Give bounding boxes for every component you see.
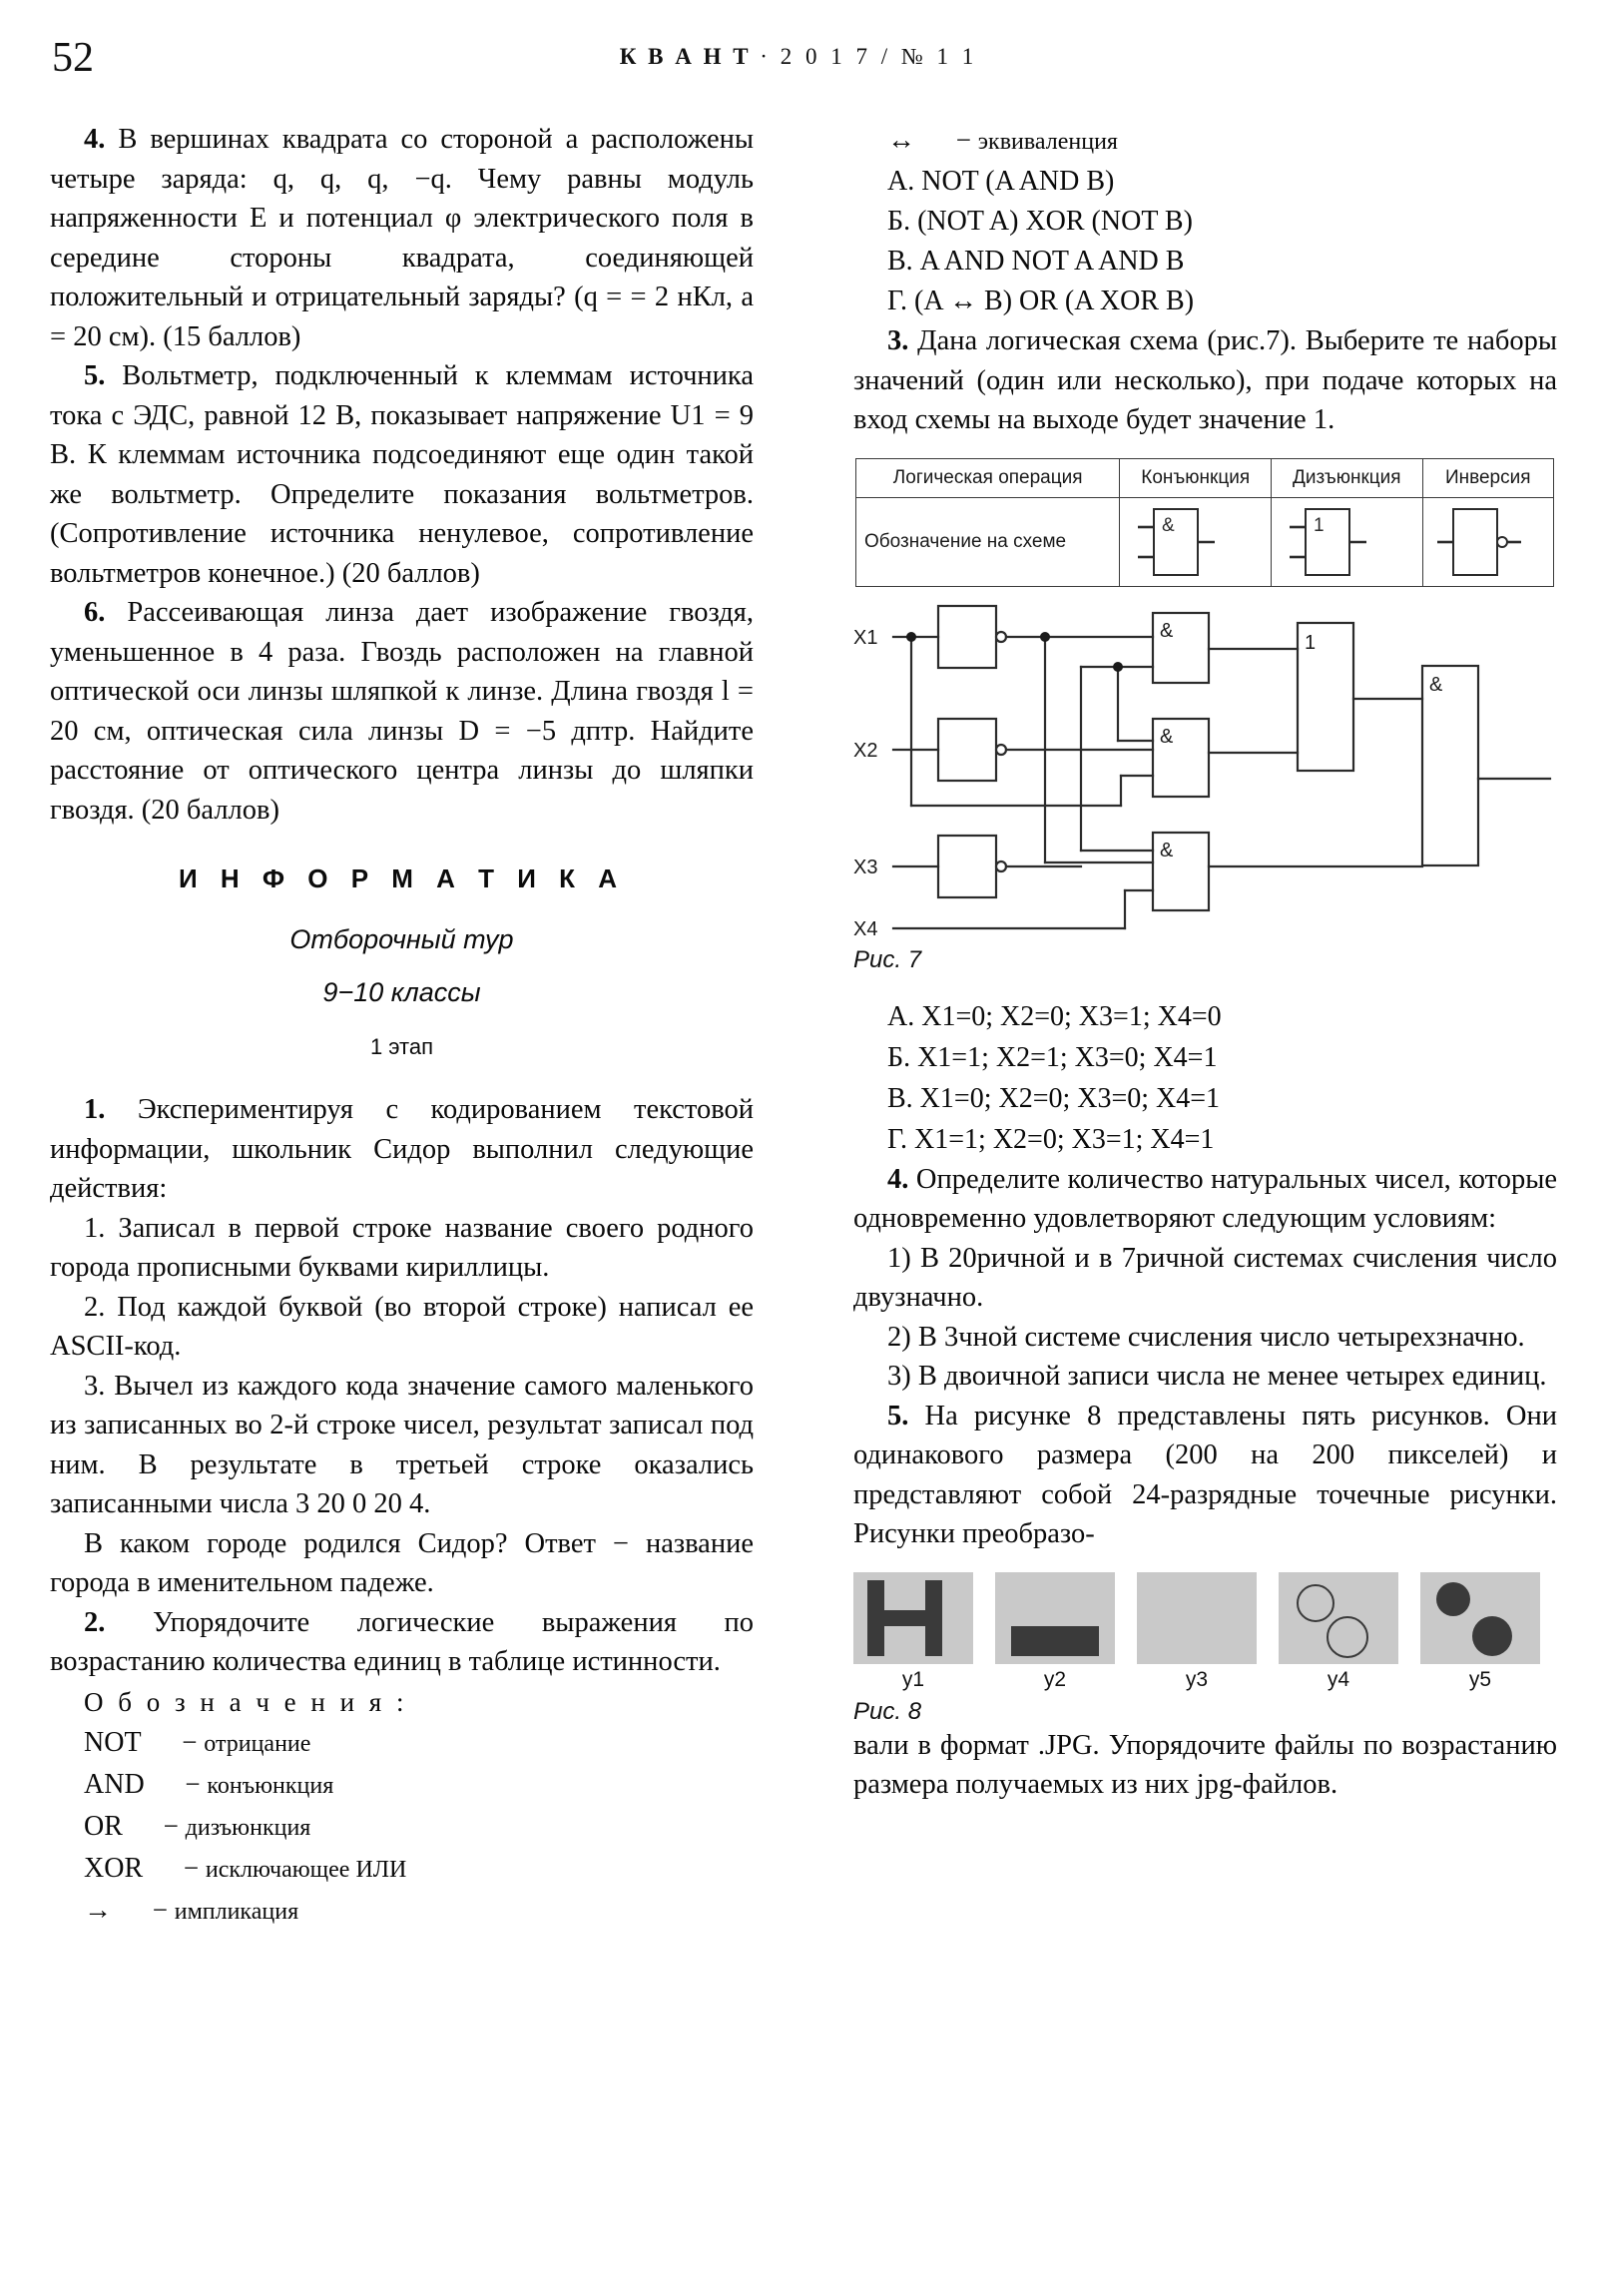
table-header-disjunction: Дизъюнкция xyxy=(1272,458,1422,497)
notation-dash: − xyxy=(955,125,971,155)
problem5-tail-text: вали в формат .JPG. Упорядочите файлы по возрастанию размера получаемых из них jpg-файлов. xyxy=(853,1729,1557,1800)
notation-value: эквиваленция xyxy=(977,129,1118,155)
thumbnail-image-y4 xyxy=(1279,1572,1398,1664)
notation-item-or xyxy=(50,1806,754,1848)
physics-problem-6 xyxy=(50,593,754,830)
notation-key: OR xyxy=(84,1810,123,1842)
informatics-problem-5 xyxy=(853,1397,1557,1554)
physics-problem-5 xyxy=(50,356,754,593)
notation-header: О б о з н а ч е н и я : xyxy=(84,1686,408,1717)
notation-key: NOT xyxy=(84,1726,142,1758)
problem-text: Экспериментируя с кодированием текстовой информации, школьник Сидор выполнил следующие действия: xyxy=(50,1094,754,1204)
problem-number: 4. xyxy=(887,1163,909,1195)
problem-text: На рисунке 8 представлены пять рисунков. Они одинакового размера (200 на 200 пикселей) и представляют собой 24-разрядные точечные рисунки. Рисунки преобразо- xyxy=(853,1400,1558,1549)
thumbnail-label: y5 xyxy=(1468,1667,1492,1691)
problem-number: 5. xyxy=(887,1400,909,1432)
page-header xyxy=(0,28,1597,81)
notation-value: конъюнкция xyxy=(207,1772,334,1799)
problem4-condition-3: 3) В двоичной записи числа не менее четырех единиц. xyxy=(887,1361,1547,1392)
section-title-informatics: И Н Ф О Р М А Т И К А xyxy=(178,863,626,893)
problem1-question: В каком городе родился Сидор? Ответ − название города в именительном падеже. xyxy=(50,1527,754,1598)
gate-label-and-4: & xyxy=(1429,673,1443,696)
notation-item-xor xyxy=(50,1848,754,1890)
notation-key: XOR xyxy=(84,1852,144,1884)
problem-text: В вершинах квадрата со стороной a расположены четыре заряда: q, q, q, −q. Чему равны модуль напряженности E и потенциал φ электрического поля в середине стороны квадрата, соединяющей положительный и отрицательный заряды? (q = = 2 нКл, a = 20 см). (15 баллов) xyxy=(50,124,755,352)
thumbnail-image-y2 xyxy=(995,1572,1115,1664)
problem-number: 4. xyxy=(84,124,106,155)
notation-key: AND xyxy=(84,1768,145,1800)
expression-option-a: А. NOT (A AND B) xyxy=(887,166,1115,197)
thumbnail-y1 xyxy=(853,1572,973,1692)
notation-value: импликация xyxy=(174,1898,299,1925)
informatics-problem-1 xyxy=(50,1090,754,1209)
problem-text: Вольтметр, подключенный к клеммам источника тока с ЭДС, равной 12 В, показывает напряжение U1 = 9 В. К клеммам источника подсоединяют еще один такой же вольтметр. Определите показания вольтметров. (Сопротивление источника ненулевое, сопротивление вольтметров конечное.) (20 баллов) xyxy=(50,360,755,589)
gate-label-or-1: 1 xyxy=(1305,631,1317,654)
expression-option-v: В. A AND NOT A AND B xyxy=(887,246,1185,277)
answer-set-b: Б. X1=1; X2=1; X3=0; X4=1 xyxy=(887,1041,1218,1073)
notation-value: отрицание xyxy=(204,1730,311,1757)
thumbnail-label: y4 xyxy=(1327,1667,1350,1691)
problem1-step-3: 3. Вычел из каждого кода значение самого маленького из записанных во 2-й строке чисел, результат записал под ним. В результате в третьей строке оказались записанными числа 3 20 0 20 4. xyxy=(50,1370,754,1519)
thumbnail-image-y1 xyxy=(853,1572,973,1664)
and-gate-symbol-icon xyxy=(1120,497,1272,586)
physics-problem-4 xyxy=(50,120,754,356)
table-header-operation: Логическая операция xyxy=(856,458,1120,497)
expression-option-g: Г. (A ↔ B) OR (A XOR B) xyxy=(887,286,1195,316)
header-separator: · xyxy=(760,44,772,69)
figure-7-caption: Рис. 7 xyxy=(853,945,922,973)
figure-8-thumbnails xyxy=(853,1572,1557,1692)
answer-set-a: А. X1=0; X2=0; X3=1; X4=0 xyxy=(887,1000,1222,1032)
not-gate-symbol-icon xyxy=(1422,497,1554,586)
notation-item-and xyxy=(50,1764,754,1806)
not-gate-svg xyxy=(1423,499,1531,585)
logic-circuit-diagram xyxy=(853,601,1557,940)
table-row-label: Обозначение на схеме xyxy=(856,497,1120,586)
svg-text:&: & xyxy=(1162,514,1175,536)
journal-name: К В А Н Т xyxy=(619,44,752,69)
left-column xyxy=(50,120,754,1932)
problem-text: Определите количество натуральных чисел, которые одновременно удовлетворяют следующим условиям: xyxy=(853,1163,1557,1234)
svg-text:1: 1 xyxy=(1314,514,1325,536)
problem-text: Рассеивающая линза дает изображение гвоздя, уменьшенное в 4 раза. Гвоздь расположен на главной оптической оси линзы шляпкой к линзе. Длина гвоздя l = 20 см, оптическая сила линзы D = −5 дптр. Найдите расстояние от оптического центра линзы до шляпки гвоздя. (20 баллов) xyxy=(50,597,754,826)
table-header-row xyxy=(856,458,1554,497)
notation-value: исключающее ИЛИ xyxy=(205,1856,407,1883)
notation-dash: − xyxy=(163,1810,179,1841)
informatics-problem-2 xyxy=(50,1603,754,1682)
running-head xyxy=(0,44,1597,70)
thumbnail-label: y1 xyxy=(901,1667,925,1691)
circuit-input-label-x3: X3 xyxy=(853,856,878,878)
notation-dash: − xyxy=(152,1894,168,1925)
thumbnail-y4 xyxy=(1279,1572,1398,1692)
notation-item-equivalence xyxy=(853,120,1557,162)
table-header-inversion: Инверсия xyxy=(1422,458,1554,497)
problem-number: 6. xyxy=(84,597,106,628)
notation-item-implication xyxy=(50,1890,754,1932)
table-row xyxy=(856,497,1554,586)
or-gate-svg xyxy=(1272,499,1381,585)
gate-label-and-2: & xyxy=(1160,725,1174,748)
notation-dash: − xyxy=(185,1768,201,1799)
thumbnail-image-y5 xyxy=(1420,1572,1540,1664)
section-subtitle-stage: 1 этап xyxy=(369,1034,434,1059)
circuit-input-label-x2: X2 xyxy=(853,739,878,762)
logic-operations-table xyxy=(855,458,1554,587)
notation-value: дизъюнкция xyxy=(185,1814,311,1841)
implication-arrow-icon: → xyxy=(84,1894,112,1926)
thumbnail-y3 xyxy=(1137,1572,1257,1692)
problem-number: 5. xyxy=(84,360,106,391)
problem4-condition-2: 2) В 3чной системе счисления число четырехзначно. xyxy=(887,1321,1525,1353)
gate-label-and-1: & xyxy=(1160,619,1174,642)
notation-item-not xyxy=(50,1722,754,1764)
and-gate-svg xyxy=(1120,499,1230,585)
thumbnail-image-y3 xyxy=(1137,1572,1257,1664)
answer-set-v: В. X1=0; X2=0; X3=0; X4=1 xyxy=(887,1082,1221,1114)
section-subtitle-round: Отборочный тур xyxy=(289,924,514,954)
issue-label: 2 0 1 7 / № 1 1 xyxy=(780,44,978,69)
or-gate-symbol-icon xyxy=(1272,497,1422,586)
page-number: 52 xyxy=(52,35,94,81)
figure-8-caption: Рис. 8 xyxy=(853,1697,922,1725)
notation-dash: − xyxy=(182,1726,198,1757)
informatics-problem-3 xyxy=(853,321,1557,440)
section-subtitle-grades: 9−10 классы xyxy=(322,977,481,1007)
problem4-condition-1: 1) В 20ричной и в 7ричной системах счисления число двузначно. xyxy=(853,1242,1557,1313)
problem-number: 2. xyxy=(84,1606,106,1638)
circuit-input-label-x1: X1 xyxy=(853,626,878,649)
notation-dash: − xyxy=(183,1852,200,1883)
problem-text: Упорядочите логические выражения по возрастанию количества единиц в таблице истинности. xyxy=(50,1606,755,1677)
informatics-problem-4 xyxy=(853,1160,1557,1239)
thumbnail-label: y3 xyxy=(1185,1667,1209,1691)
problem1-step-2: 2. Под каждой буквой (во второй строке) написал ее ASCII-код. xyxy=(50,1291,754,1362)
expression-option-b: Б. (NOT A) XOR (NOT B) xyxy=(887,206,1193,237)
equivalence-arrow-icon: ↔ xyxy=(887,125,915,156)
table-header-conjunction: Конъюнкция xyxy=(1120,458,1272,497)
thumbnail-y2 xyxy=(995,1572,1115,1692)
problem1-step-1: 1. Записал в первой строке название своего родного города прописными буквами кириллицы. xyxy=(50,1212,754,1283)
circuit-svg xyxy=(853,601,1552,940)
problem-text: Дана логическая схема (рис.7). Выберите те наборы значений (один или несколько), при подаче которых на вход схемы на выходе будет значение 1. xyxy=(853,325,1558,435)
circuit-input-label-x4: X4 xyxy=(853,917,878,940)
answer-set-g: Г. X1=1; X2=0; X3=1; X4=1 xyxy=(887,1123,1215,1155)
thumbnail-label: y2 xyxy=(1043,1667,1067,1691)
right-column xyxy=(853,120,1557,1805)
problem-number: 3. xyxy=(887,325,909,356)
gate-label-and-3: & xyxy=(1160,839,1174,861)
thumbnail-y5 xyxy=(1420,1572,1540,1692)
problem-number: 1. xyxy=(84,1094,106,1125)
